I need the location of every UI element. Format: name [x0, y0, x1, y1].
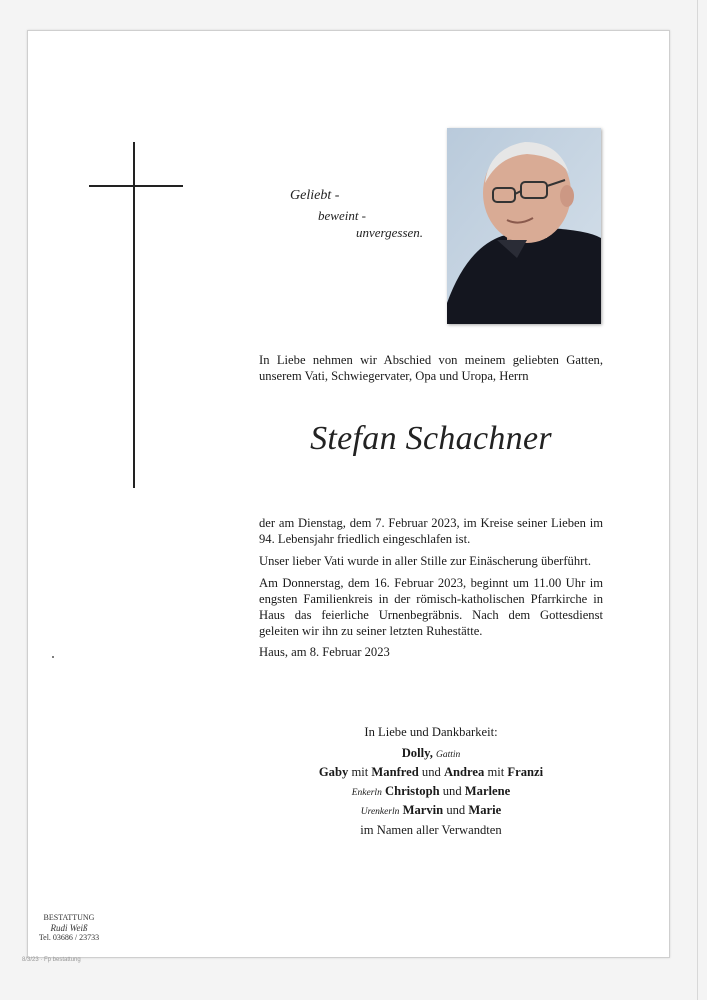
dateline: Haus, am 8. Februar 2023: [259, 645, 390, 659]
deceased-name: Stefan Schachner: [310, 420, 552, 457]
print-footer: 8/3/23 · Fp bestattung: [22, 957, 81, 963]
undertaker-line-1: BESTATTUNG: [43, 913, 95, 922]
paragraph: Am Donnerstag, dem 16. Februar 2023, beginnt um 11.00 Uhr im engsten Familienkreis in der römisch-katholischen Pfarrkirche in Haus das feierliche Urnenbegräbnis. Nach dem Gottesdienst geleiten wir ihn zu seiner letzten Ruhestätte.: [259, 576, 603, 638]
scan-speck: [52, 656, 54, 658]
mourner-line: [259, 746, 603, 761]
paragraph: Unser lieber Vati wurde in aller Stille zur Einäscherung überführt.: [259, 554, 591, 568]
cross-vertical: [133, 142, 135, 488]
relation-label: Enkerln: [351, 788, 382, 798]
family-closing: im Namen aller Verwandten: [360, 823, 502, 837]
scan-edge: [697, 0, 698, 1000]
motto-line-2: beweint -: [318, 208, 367, 223]
portrait-photo: [447, 128, 601, 324]
mourner-name: Marvin: [402, 803, 444, 817]
conjunction: mit: [351, 765, 369, 779]
mourner-name: Marlene: [464, 784, 511, 798]
mourner-name: Andrea: [443, 765, 485, 779]
mourner-line: [259, 784, 603, 799]
relation-label: Urenkerln: [360, 807, 400, 817]
mourner-line: [259, 803, 603, 818]
paragraph: der am Dienstag, dem 7. Februar 2023, im Kreise seiner Lieben im 94. Lebensjahr friedlich eingeschlafen ist.: [259, 516, 603, 546]
conjunction: und: [446, 803, 466, 817]
mourner-line: [259, 765, 603, 780]
cross-horizontal: [89, 185, 183, 187]
undertaker-stamp: [34, 913, 104, 943]
mourner-name: Dolly,: [401, 746, 433, 760]
motto-line-1: Geliebt -: [290, 188, 340, 203]
mourner-name: Gaby: [318, 765, 349, 779]
mourner-name: Franzi: [507, 765, 544, 779]
conjunction: und: [442, 784, 462, 798]
mourner-name: Christoph: [384, 784, 440, 798]
motto-line-3: unvergessen.: [356, 225, 424, 240]
mourner-name: Manfred: [371, 765, 419, 779]
mourner-name: Marie: [468, 803, 502, 817]
conjunction: und: [421, 765, 441, 779]
conjunction: mit: [487, 765, 505, 779]
undertaker-line-3: Tel. 03686 / 23733: [38, 933, 100, 942]
undertaker-line-2: Rudi Weiß: [50, 923, 88, 933]
intro-text: In Liebe nehmen wir Abschied von meinem geliebten Gatten, unserem Vati, Schwiegervater, Opa und Uropa, Herrn: [259, 353, 603, 383]
announcement-body: [259, 515, 603, 645]
family-heading: In Liebe und Dankbarkeit:: [364, 725, 498, 739]
relation-label: Gattin: [436, 750, 461, 760]
